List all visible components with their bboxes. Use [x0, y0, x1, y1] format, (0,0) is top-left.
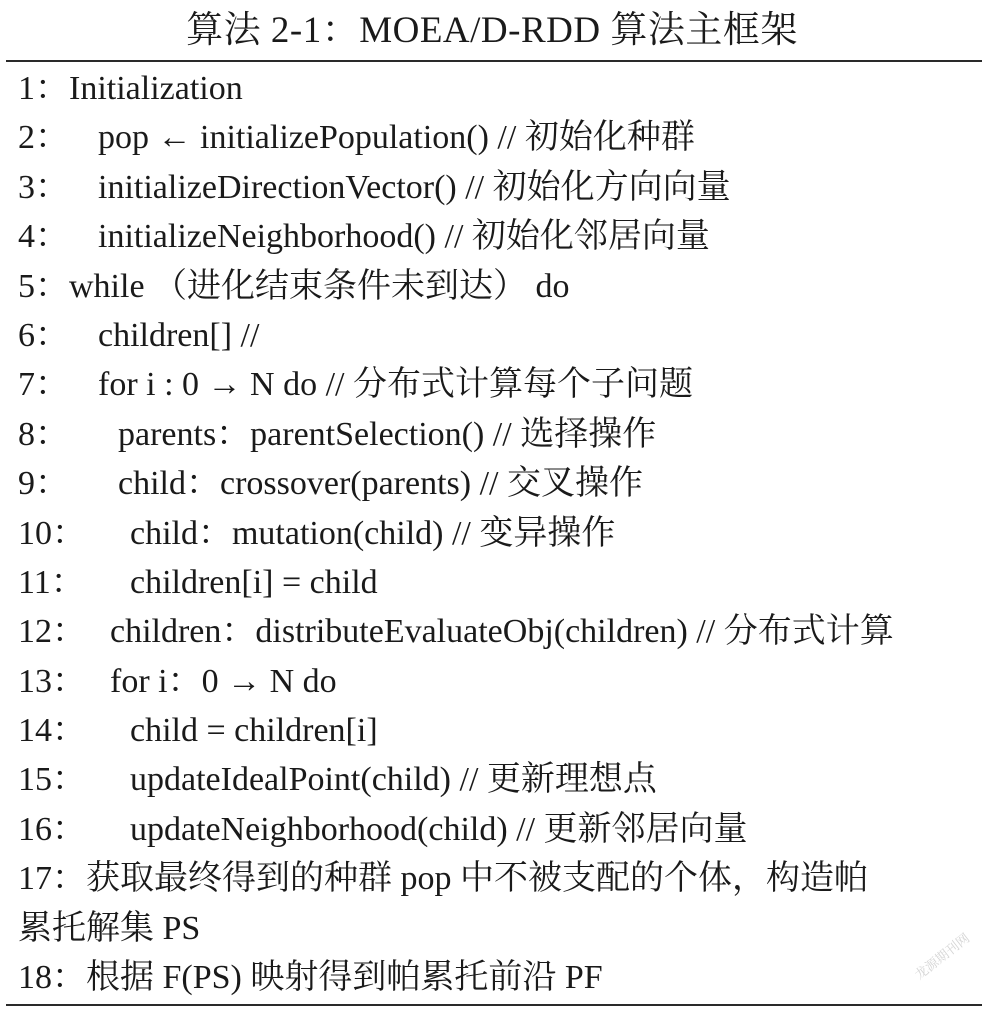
line-code: 获取最终得到的种群 pop 中不被支配的个体，构造帕 — [86, 860, 868, 898]
algorithm-line — [18, 755, 980, 804]
line-code: Initialization — [69, 70, 243, 107]
line-code: children[] // — [98, 316, 260, 354]
line-number: 10： — [18, 514, 86, 552]
line-number: 1： — [18, 70, 69, 107]
line-code: initializeDirectionVector() // 初始化方向向量 — [98, 168, 731, 206]
line-number: 7： — [18, 366, 69, 404]
line-code: pop ← initializePopulation() // 初始化种群 — [98, 119, 695, 157]
line-code: 根据 F(PS) 映射得到帕累托前沿 PF — [86, 959, 603, 997]
line-code: initializeNeighborhood() // 初始化邻居向量 — [98, 218, 710, 256]
line-code: for i：0 → N do — [110, 662, 337, 700]
line-number: 15： — [18, 761, 86, 799]
line-code: child = children[i] — [130, 712, 378, 750]
algorithm-line — [18, 360, 980, 409]
line-code: updateNeighborhood(child) // 更新邻居向量 — [130, 810, 748, 848]
line-number: 16： — [18, 810, 86, 848]
line-number: 2： — [18, 119, 69, 157]
line-number: 6： — [18, 316, 69, 354]
algorithm-line — [18, 311, 980, 360]
line-number: 12： — [18, 613, 86, 651]
line-code: children[i] = child — [130, 563, 378, 601]
algorithm-caption: 算法 2-1：MOEA/D-RDD 算法主框架 — [186, 10, 798, 51]
algorithm-line — [18, 113, 980, 162]
line-code: parents：parentSelection() // 选择操作 — [118, 415, 657, 453]
line-code: child：mutation(child) // 变异操作 — [130, 514, 616, 552]
watermark-text: 龙源期刊网 — [912, 931, 973, 983]
algorithm-line — [18, 607, 980, 656]
algorithm-line — [18, 854, 980, 903]
line-code: 累托解集 PS — [18, 909, 201, 947]
line-number: 11： — [18, 563, 85, 601]
line-number: 17： — [18, 860, 86, 898]
line-code: updateIdealPoint(child) // 更新理想点 — [130, 761, 657, 799]
algorithm-line — [18, 509, 980, 558]
algorithm-line — [18, 459, 980, 508]
line-number: 18： — [18, 959, 86, 997]
algorithm-line — [18, 163, 980, 212]
line-number: 13： — [18, 662, 86, 700]
line-number: 4： — [18, 218, 69, 256]
line-number: 3： — [18, 168, 69, 206]
line-code: children：distributeEvaluateObj(children) // 分布式计算 — [110, 613, 894, 651]
algorithm-line — [18, 64, 980, 113]
algorithm-line — [18, 212, 980, 261]
line-number: 9： — [18, 465, 69, 503]
line-code: for i : 0 → N do // 分布式计算每个子问题 — [98, 366, 693, 404]
algorithm-line — [18, 657, 980, 706]
algorithm-line-continuation — [18, 904, 980, 953]
line-number: 14： — [18, 712, 86, 750]
line-code: child：crossover(parents) // 交叉操作 — [118, 465, 643, 503]
algorithm-line — [18, 953, 980, 1002]
algorithm-line — [18, 410, 980, 459]
line-number: 5： — [18, 267, 69, 305]
algorithm-line — [18, 262, 980, 311]
bottom-rule — [6, 1004, 982, 1006]
line-number: 8： — [18, 415, 69, 453]
algorithm-line — [18, 706, 980, 755]
line-code: while （进化结束条件未到达） do — [69, 267, 570, 305]
algorithm-lines — [18, 64, 980, 1002]
algorithm-line — [18, 558, 980, 607]
algorithm-line — [18, 805, 980, 854]
top-rule — [6, 60, 982, 62]
